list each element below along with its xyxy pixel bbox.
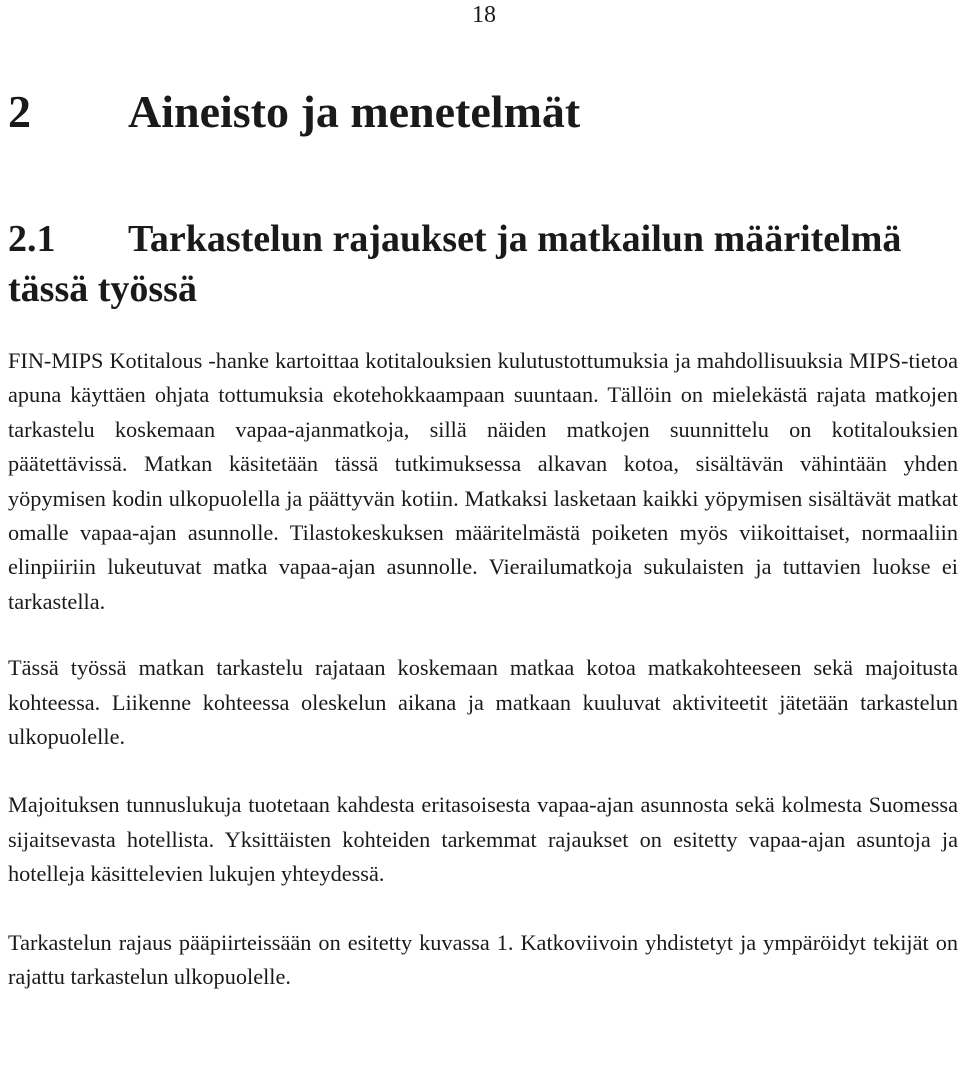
chapter-number: 2 [8,86,31,137]
section-number: 2.1 [8,218,56,260]
paragraph: Majoituksen tunnuslukuja tuotetaan kahdesta eritasoisesta vapaa-ajan asunnosta sekä kolmesta Suomessa sijaitsevasta hotellista. Yksittäisten kohteiden tarkemmat rajaukset on esitetty vapaa-ajan asuntoja ja hotelleja käsittelevien lukujen yhteydessä. [8,792,958,887]
chapter-title: Aineisto ja menetelmät [128,86,581,137]
section-title: Tarkastelun rajaukset ja matkailun määritelmä tässä työssä [8,218,902,310]
paragraph: FIN-MIPS Kotitalous -hanke kartoittaa kotitalouksien kulutustottumuksia ja mahdollisuuksia MIPS-tietoa apuna käyttäen ohjata tottumuksia ekotehokkaampaan suuntaan. Tällöin on mielekästä rajata matkojen tarkastelu koskemaan vapaa-ajanmatkoja, sillä näiden matkojen suunnittelu on kotitalouksien päätettävissä. Matkan käsitetään tässä tutkimuksessa alkavan kotoa, sisältävän vähintään yhden yöpymisen kodin ulkopuolella ja päättyvän kotiin. Matkaksi lasketaan kaikki yöpymisen sisältävät matkat omalle vapaa-ajan asunnolle. Tilastokeskuksen määritelmästä poiketen myös viikoittaiset, normaaliin elinpiiriin lukeutuvat matka vapaa-ajan asunnolle. Vierailumatkoja sukulaisten ja tuttavien luokse ei tarkastella. [8,348,958,614]
chapter-heading [8,82,580,142]
page-number: 18 [472,2,496,28]
paragraph: Tässä työssä matkan tarkastelu rajataan koskemaan matkaa kotoa matkakohteeseen sekä majoitusta kohteessa. Liikenne kohteessa oleskelun aikana ja matkaan kuuluvat aktiviteetit jätetään tarkastelun ulkopuolelle. [8,655,958,750]
paragraph: Tarkastelun rajaus pääpiirteissään on esitetty kuvassa 1. Katkoviivoin yhdistetyt ja ympäröidyt tekijät on rajattu tarkastelun ulkopuolelle. [8,929,958,990]
body-text [8,344,958,1029]
section-heading [8,214,960,314]
